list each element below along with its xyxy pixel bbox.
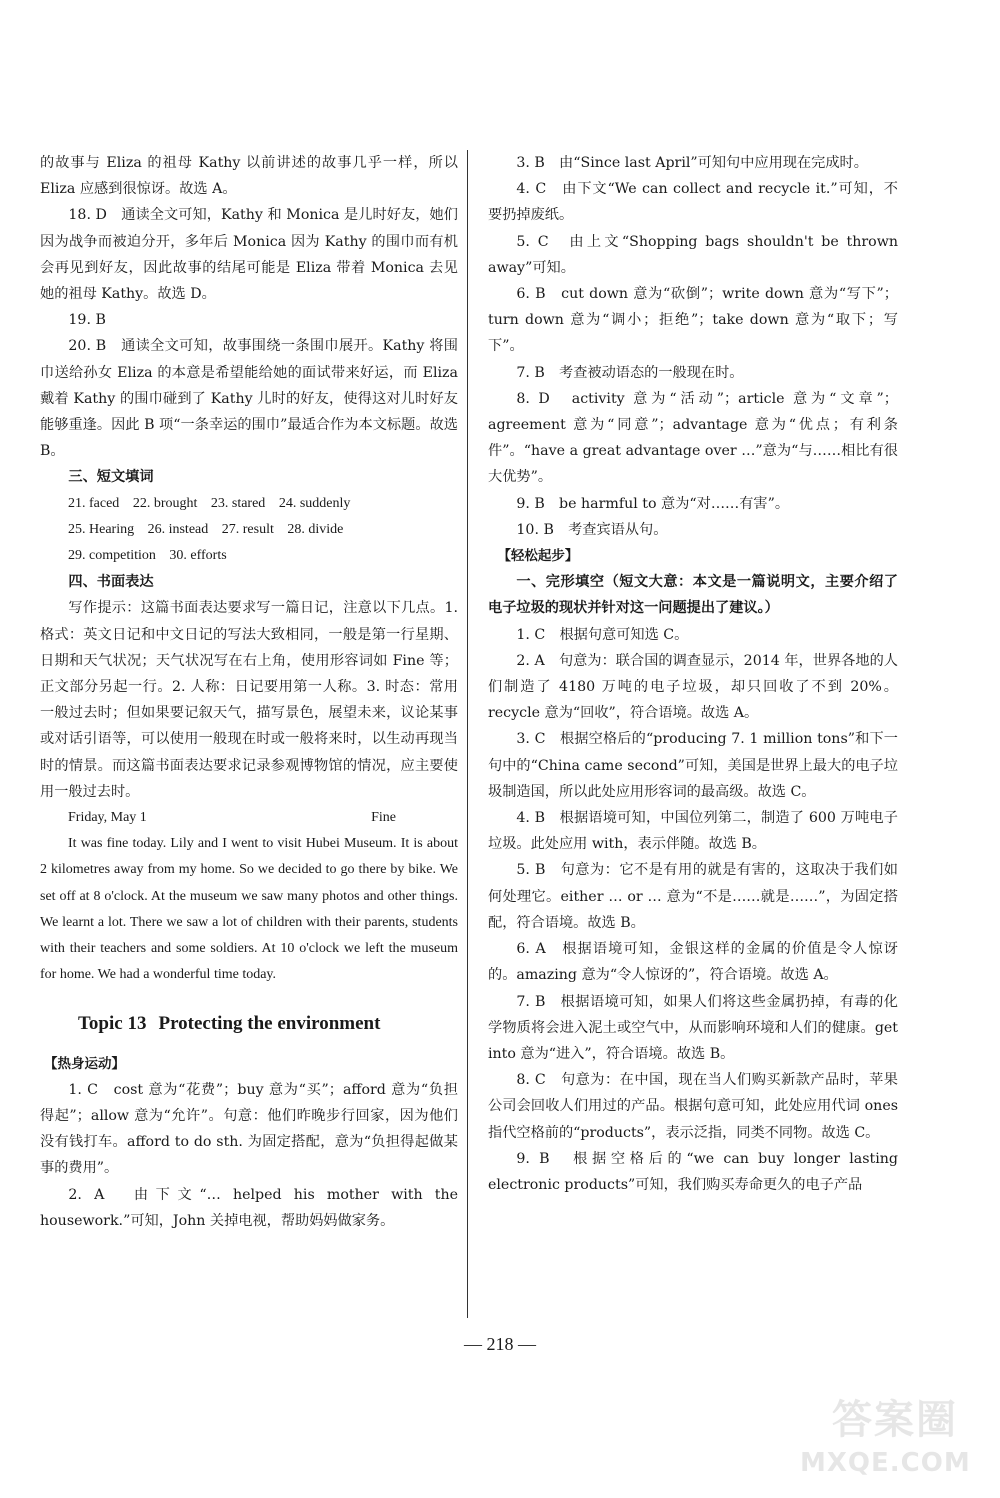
warmup-answer-5: 5. C 由上文“Shopping bags shouldn't be thrown away”可知。 <box>488 233 898 276</box>
word-answers-row-3 <box>40 543 458 569</box>
topic-heading <box>78 1011 458 1037</box>
answer-19: 19. B <box>68 312 106 329</box>
easy-start-heading: 【轻松起步】 <box>497 548 579 565</box>
watermark-logo <box>792 1380 992 1490</box>
warmup-answer-9: 9. B be harmful to 意为“对……有害”。 <box>516 495 790 512</box>
warmup-answer-1: 1. C cost 意为“花费”；buy 意为“买”；afford 意为“负担得起”；allow 意为“允许”。句意：他们昨晚步行回家，因为他们没有钱打车。afford to do sth. 为固定搭配，意为“负担得起做某事的费用”。 <box>40 1081 458 1177</box>
watermark-url: MXQE.COM <box>800 1448 971 1478</box>
word-answer: 21. faced <box>68 495 120 511</box>
topic-title: Protecting the environment <box>158 1012 381 1034</box>
diary-body: It was fine today. Lily and I went to visit Hubei Museum. It is about 2 kilometres away from my home. So we decided to go there by bike. We set off at 8 o'clock. At the museum we saw many photos and other things. We learnt a lot. There we saw a lot of children with their parents, students with their teachers and some soldiers. At 10 o'clock we left the museum for home. We had a wonderful time today. <box>40 836 458 983</box>
warmup-answer-7: 7. B 考查被动语态的一般现在时。 <box>516 364 744 381</box>
word-answer: 22. brought <box>132 495 198 511</box>
word-answer: 30. efforts <box>169 548 227 564</box>
warmup-answer-3: 3. B 由“Since last April”可知句中应用现在完成时。 <box>516 155 868 171</box>
word-answers-row-1 <box>40 491 458 517</box>
left-column <box>40 150 458 1234</box>
page-number: — 218 — <box>464 1334 536 1354</box>
word-answer: 27. result <box>221 521 274 537</box>
section-heading-writing: 四、书面表达 <box>68 574 154 591</box>
cloze-answer-2: 2. A 句意为：联合国的调查显示，2014 年，世界各地的人们制造了 4180 万吨的电子垃圾，却只回收了不到 20%。recycle 意为“回收”，符合语境。故选 A。 <box>488 652 898 722</box>
answer-18: 18. D 通读全文可知，Kathy 和 Monica 是儿时好友，她们因为战争而被迫分开，多年后 Monica 因为 Kathy 的围巾而有机会再见到好友，因此故事的结尾可能是 Eliza 带着 Monica 去见她的祖母 Kathy。故选 D。 <box>40 207 458 303</box>
writing-tips: 写作提示：这篇书面表达要求写一篇日记，注意以下几点。1. 格式：英文日记和中文日记的写法大致相同，一般是第一行星期、日期和天气状况；天气状况写在右上角，使用形容词如 Fine 等；正文部分另起一行。2. 人称：日记要用第一人称。3. 时态：常用一般过去时；但如果要记叙天气，描写景色，展望未来，议论某事或对话引语等，可以使用一般现在时或一般将来时，以生动再现当时的情景。而这篇书面表达要求记录参观博物馆的情况，应主要使用一般过去时。 <box>40 600 458 800</box>
paragraph-continuation: 的故事与 Eliza 的祖母 Kathy 以前讲述的故事几乎一样，所以 Eliza 应感到很惊讶。故选 A。 <box>40 155 458 198</box>
column-divider <box>467 150 468 1318</box>
right-column <box>488 150 898 1198</box>
diary-header <box>40 805 458 831</box>
diary-date: Friday, May 1 <box>68 810 147 826</box>
warmup-answer-2: 2. A 由下文“… helped his mother with the housework.”可知，John 关掉电视，帮助妈妈做家务。 <box>40 1186 458 1229</box>
word-answers-row-2 <box>40 517 458 543</box>
word-answer: 29. competition <box>68 548 156 564</box>
warmup-answer-6: 6. B cut down 意为“砍倒”；write down 意为“写下”；turn down 意为“调小；拒绝”；take down 意为“取下；写下”。 <box>488 286 898 355</box>
cloze-answer-9: 9. B 根据空格后的“we can buy longer lasting electronic products”可知，我们购买寿命更久的电子产品 <box>488 1150 898 1193</box>
cloze-answer-6: 6. A 根据语境可知，金银这样的金属的价值是令人惊讶的。amazing 意为“令人惊讶的”，符合语境。故选 A。 <box>488 941 898 984</box>
word-answer: 28. divide <box>287 521 344 537</box>
warmup-answer-4: 4. C 由下文“We can collect and recycle it.”可知，不要扔掉废纸。 <box>488 181 898 224</box>
cloze-answer-3: 3. C 根据空格后的“producing 7. 1 million tons”和下一句中的“China came second”可知，美国是世界上最大的电子垃圾制造国，所以此处应用形容词的最高级。故选 C。 <box>488 731 898 800</box>
cloze-answer-1: 1. C 根据句意可知选 C。 <box>516 626 689 643</box>
word-answer: 23. stared <box>210 495 266 511</box>
warmup-answer-10: 10. B 考查宾语从句。 <box>516 521 668 538</box>
diary-weather: Fine <box>371 810 396 826</box>
word-answer: 26. instead <box>147 521 209 537</box>
cloze-answer-5: 5. B 句意为：它不是有用的就是有害的，这取决于我们如何处理它。either … or … 意为“不是……就是……”，为固定搭配，符合语境。故选 B。 <box>488 862 898 931</box>
cloze-answer-8: 8. C 句意为：在中国，现在当人们购买新款产品时，苹果公司会回收人们用过的产品。根据句意可知，此处应用代词 ones 指代空格前的“products”，表示泛指，同类不同物。故选 C。 <box>488 1072 898 1141</box>
watermark-main: 答案圈 <box>832 1397 958 1443</box>
cloze-answer-4: 4. B 根据语境可知，中国位列第二，制造了 600 万吨电子垃圾。此处应用 with，表示伴随。故选 B。 <box>488 810 898 853</box>
warmup-heading: 【热身运动】 <box>44 1055 125 1072</box>
word-answer: 25. Hearing <box>68 521 135 537</box>
topic-number: Topic 13 <box>78 1012 147 1034</box>
answer-20: 20. B 通读全文可知，故事围绕一条围巾展开。Kathy 将围巾送给孙女 Eliza 的本意是希望能给她的面试带来好运，而 Eliza 戴着 Kathy 的围巾碰到了 Kathy 儿时的好友，使得这对儿时好友能够重逢。因此 B 项“一条幸运的围巾”最适合作为本文标题。故选 B。 <box>40 338 458 460</box>
word-answer: 24. suddenly <box>278 495 351 511</box>
cloze-answer-7: 7. B 根据语境可知，如果人们将这些金属扔掉，有毒的化学物质将会进入泥土或空气中，从而影响环境和人们的健康。get into 意为“进入”，符合语境。故选 B。 <box>488 993 898 1062</box>
section-heading-fill-words: 三、短文填词 <box>68 469 154 486</box>
warmup-answer-8: 8. D activity 意为“活动”；article 意为“文章”；agreement 意为“同意”；advantage 意为“优点；有利条件”。“have a great advantage over …”意为“与……相比有很大优势”。 <box>488 390 898 486</box>
cloze-heading: 一、完形填空（短文大意：本文是一篇说明文，主要介绍了电子垃圾的现状并针对这一问题提出了建议。） <box>488 574 898 617</box>
